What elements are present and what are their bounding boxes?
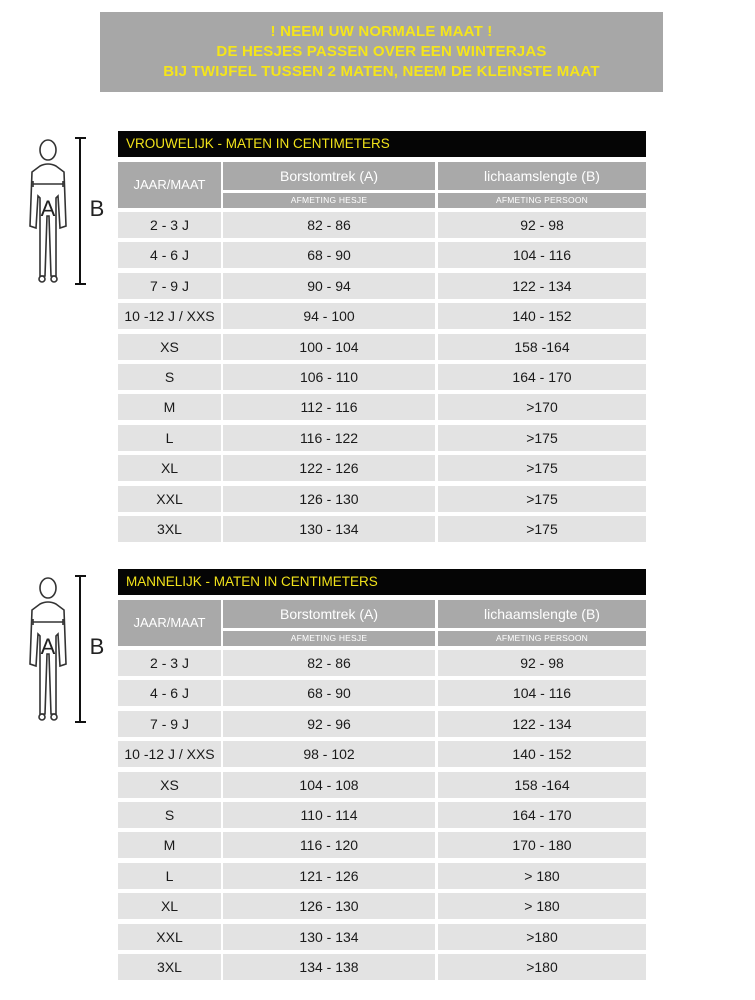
table-row [118, 486, 646, 512]
size-cell: M [118, 832, 221, 858]
table-row [118, 242, 646, 268]
chest-cell: 110 - 114 [223, 802, 435, 828]
chest-cell: 68 - 90 [223, 242, 435, 268]
chest-cell: 116 - 122 [223, 425, 435, 451]
size-cell: 10 -12 J / XXS [118, 303, 221, 329]
subheader-length: AFMETING PERSOON [438, 193, 646, 208]
length-cell: 164 - 170 [438, 802, 646, 828]
size-cell: 7 - 9 J [118, 711, 221, 737]
length-cell: >175 [438, 516, 646, 542]
length-cell: 164 - 170 [438, 364, 646, 390]
table-row [118, 802, 646, 828]
size-cell: 7 - 9 J [118, 273, 221, 299]
length-cell: 104 - 116 [438, 242, 646, 268]
chest-cell: 94 - 100 [223, 303, 435, 329]
size-cell: XL [118, 455, 221, 481]
length-cell: >175 [438, 425, 646, 451]
table-row [118, 364, 646, 390]
size-cell: XXL [118, 486, 221, 512]
length-cell: >175 [438, 455, 646, 481]
subheader-length: AFMETING PERSOON [438, 631, 646, 646]
chest-cell: 104 - 108 [223, 772, 435, 798]
table-row [118, 680, 646, 706]
chest-cell: 122 - 126 [223, 455, 435, 481]
table-row [118, 772, 646, 798]
size-cell: S [118, 802, 221, 828]
length-cell: 170 - 180 [438, 832, 646, 858]
length-cell: >170 [438, 394, 646, 420]
body-measurement-icon [20, 574, 120, 724]
header-size: JAAR/MAAT [118, 162, 221, 208]
chest-cell: 92 - 96 [223, 711, 435, 737]
length-cell: >175 [438, 486, 646, 512]
chest-cell: 82 - 86 [223, 212, 435, 238]
length-cell: 92 - 98 [438, 650, 646, 676]
table-title: VROUWELIJK - MATEN IN CENTIMETERS [118, 131, 646, 157]
chest-cell: 68 - 90 [223, 680, 435, 706]
length-cell: >180 [438, 924, 646, 950]
chest-cell: 106 - 110 [223, 364, 435, 390]
header-length: lichaamslengte (B) [438, 600, 646, 628]
size-cell: S [118, 364, 221, 390]
table-row [118, 832, 646, 858]
size-cell: 3XL [118, 516, 221, 542]
table-row [118, 394, 646, 420]
size-cell: 2 - 3 J [118, 212, 221, 238]
chest-cell: 100 - 104 [223, 334, 435, 360]
chest-cell: 130 - 134 [223, 924, 435, 950]
chest-cell: 134 - 138 [223, 954, 435, 980]
table-row [118, 334, 646, 360]
table-row [118, 741, 646, 767]
chest-cell: 112 - 116 [223, 394, 435, 420]
table-title: MANNELIJK - MATEN IN CENTIMETERS [118, 569, 646, 595]
length-cell: 122 - 134 [438, 273, 646, 299]
size-cell: 4 - 6 J [118, 242, 221, 268]
label-a: A [40, 634, 56, 659]
body-measurement-icon [20, 136, 120, 286]
length-cell: 158 -164 [438, 334, 646, 360]
table-row [118, 273, 646, 299]
chest-cell: 121 - 126 [223, 863, 435, 889]
size-cell: XXL [118, 924, 221, 950]
length-cell: 104 - 116 [438, 680, 646, 706]
length-cell: 140 - 152 [438, 741, 646, 767]
table-row [118, 303, 646, 329]
chest-cell: 82 - 86 [223, 650, 435, 676]
chest-cell: 90 - 94 [223, 273, 435, 299]
label-b: B [89, 634, 105, 659]
header-size: JAAR/MAAT [118, 600, 221, 646]
table-row [118, 212, 646, 238]
chest-cell: 116 - 120 [223, 832, 435, 858]
label-b: B [89, 196, 105, 221]
table-row [118, 924, 646, 950]
table-row [118, 516, 646, 542]
length-cell: > 180 [438, 863, 646, 889]
chest-cell: 130 - 134 [223, 516, 435, 542]
length-cell: >180 [438, 954, 646, 980]
length-cell: 158 -164 [438, 772, 646, 798]
notice-line-1: ! NEEM UW NORMALE MAAT ! [270, 23, 493, 40]
notice-line-2: DE HESJES PASSEN OVER EEN WINTERJAS [216, 43, 547, 60]
table-row [118, 893, 646, 919]
header-length: lichaamslengte (B) [438, 162, 646, 190]
length-cell: > 180 [438, 893, 646, 919]
header-chest: Borstomtrek (A) [223, 162, 435, 190]
notice-line-3: BIJ TWIJFEL TUSSEN 2 MATEN, NEEM DE KLEINSTE MAAT [163, 63, 600, 80]
label-a: A [40, 196, 56, 221]
chest-cell: 126 - 130 [223, 893, 435, 919]
size-cell: XS [118, 772, 221, 798]
table-row [118, 455, 646, 481]
header-chest: Borstomtrek (A) [223, 600, 435, 628]
size-cell: L [118, 863, 221, 889]
chest-cell: 126 - 130 [223, 486, 435, 512]
table-row [118, 954, 646, 980]
length-cell: 92 - 98 [438, 212, 646, 238]
size-cell: L [118, 425, 221, 451]
length-cell: 122 - 134 [438, 711, 646, 737]
size-cell: 4 - 6 J [118, 680, 221, 706]
table-row [118, 425, 646, 451]
size-cell: 10 -12 J / XXS [118, 741, 221, 767]
subheader-chest: AFMETING HESJE [223, 193, 435, 208]
size-cell: 3XL [118, 954, 221, 980]
size-cell: XL [118, 893, 221, 919]
subheader-chest: AFMETING HESJE [223, 631, 435, 646]
chest-cell: 98 - 102 [223, 741, 435, 767]
size-cell: M [118, 394, 221, 420]
size-cell: 2 - 3 J [118, 650, 221, 676]
table-row [118, 863, 646, 889]
table-row [118, 711, 646, 737]
length-cell: 140 - 152 [438, 303, 646, 329]
notice-banner [100, 12, 663, 92]
table-row [118, 650, 646, 676]
size-cell: XS [118, 334, 221, 360]
